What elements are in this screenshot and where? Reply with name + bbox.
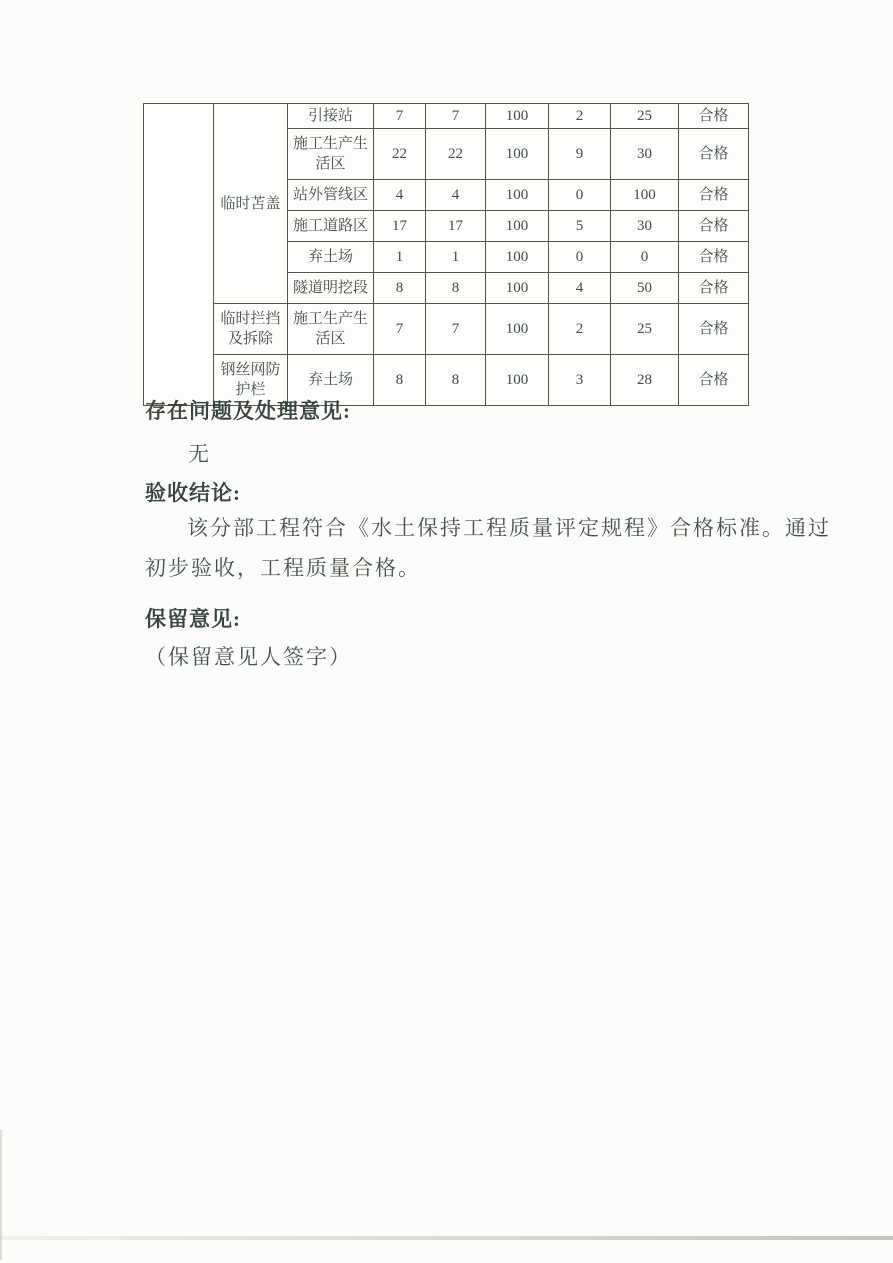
- table-cell-value: 100: [486, 129, 549, 180]
- table-cell-zone: 弃土场: [288, 355, 374, 406]
- table-cell-group-landang: 临时拦挡及拆除: [214, 304, 288, 355]
- table-cell-value: 28: [611, 355, 679, 406]
- table-cell-value: 7: [426, 304, 486, 355]
- table-cell-zone: 隧道明挖段: [288, 273, 374, 304]
- table-cell-zone: 施工生产生活区: [288, 129, 374, 180]
- table-cell-group-gangsiwang: 钢丝网防护栏: [214, 355, 288, 406]
- table-cell-result: 合格: [679, 180, 749, 211]
- scan-shadow-bottom-edge: [0, 1236, 893, 1240]
- table-cell-value: 1: [426, 242, 486, 273]
- table-cell-value: 7: [426, 104, 486, 129]
- reservations-heading: 保留意见:: [145, 607, 241, 631]
- table-cell-value: 8: [374, 273, 426, 304]
- table-cell-value: 25: [611, 304, 679, 355]
- table-cell-value: 4: [374, 180, 426, 211]
- table-cell-value: 100: [486, 211, 549, 242]
- table-cell-value: 17: [426, 211, 486, 242]
- table-row: [144, 304, 749, 355]
- table-cell-value: 17: [374, 211, 426, 242]
- table-cell-result: 合格: [679, 273, 749, 304]
- table-cell-result: 合格: [679, 129, 749, 180]
- table-cell-result: 合格: [679, 355, 749, 406]
- table-cell-value: 8: [426, 355, 486, 406]
- reservations-signature-note: （保留意见人签字）: [145, 645, 352, 669]
- table-cell-value: 2: [549, 104, 611, 129]
- table-cell-value: 22: [426, 129, 486, 180]
- table-cell-value: 8: [374, 355, 426, 406]
- table-cell-value: 100: [611, 180, 679, 211]
- conclusion-heading: 验收结论:: [145, 481, 241, 505]
- issues-body: 无: [188, 442, 211, 466]
- table-cell-zone: 引接站: [288, 104, 374, 129]
- table-cell-value: 1: [374, 242, 426, 273]
- table-cell-value: 0: [549, 180, 611, 211]
- table-cell-value: 100: [486, 355, 549, 406]
- table-cell-value: 0: [611, 242, 679, 273]
- table-cell-zone: 施工道路区: [288, 211, 374, 242]
- table-cell-value: 9: [549, 129, 611, 180]
- table-cell-value: 100: [486, 180, 549, 211]
- table-cell-value: 3: [549, 355, 611, 406]
- table-cell-result: 合格: [679, 104, 749, 129]
- table-cell-result: 合格: [679, 304, 749, 355]
- table-cell-empty-spanner: [144, 104, 214, 406]
- scan-shadow-left-edge: [0, 1130, 2, 1260]
- table-cell-result: 合格: [679, 242, 749, 273]
- table-cell-value: 50: [611, 273, 679, 304]
- table-row: [144, 104, 749, 129]
- table-cell-result: 合格: [679, 211, 749, 242]
- issues-heading: 存在问题及处理意见:: [145, 399, 351, 423]
- table-cell-value: 7: [374, 304, 426, 355]
- table-cell-value: 100: [486, 304, 549, 355]
- table-cell-value: 7: [374, 104, 426, 129]
- table-cell-value: 25: [611, 104, 679, 129]
- inspection-table: [143, 103, 749, 406]
- table-cell-value: 22: [374, 129, 426, 180]
- table-cell-zone: 弃土场: [288, 242, 374, 273]
- table-cell-group-linshisumgai: 临时苫盖: [214, 104, 288, 304]
- table-cell-value: 5: [549, 211, 611, 242]
- table-cell-value: 8: [426, 273, 486, 304]
- table-cell-value: 30: [611, 129, 679, 180]
- table-cell-value: 100: [486, 104, 549, 129]
- table-cell-zone: 施工生产生活区: [288, 304, 374, 355]
- table-cell-value: 2: [549, 304, 611, 355]
- table-cell-value: 4: [426, 180, 486, 211]
- table-cell-value: 100: [486, 242, 549, 273]
- table-cell-value: 30: [611, 211, 679, 242]
- conclusion-paragraph: 该分部工程符合《水土保持工程质量评定规程》合格标准。通过初步验收，工程质量合格。: [145, 516, 831, 580]
- table-cell-zone: 站外管线区: [288, 180, 374, 211]
- table-cell-value: 0: [549, 242, 611, 273]
- table-cell-value: 4: [549, 273, 611, 304]
- table-cell-value: 100: [486, 273, 549, 304]
